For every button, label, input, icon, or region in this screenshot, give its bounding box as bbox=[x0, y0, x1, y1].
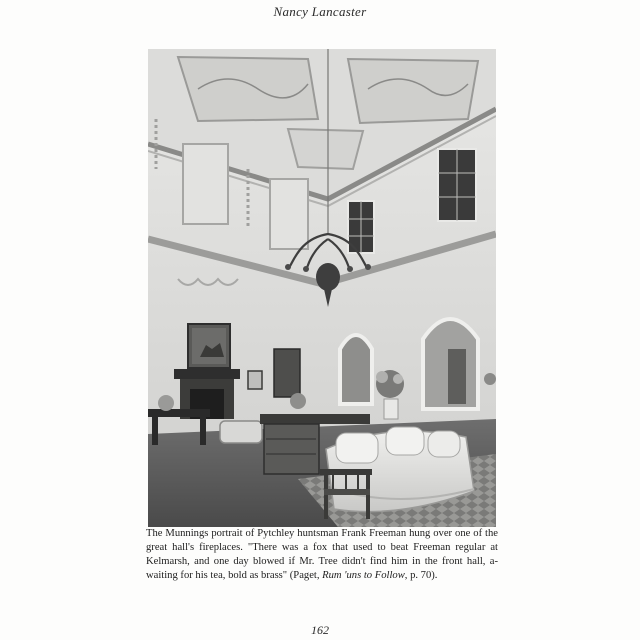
caption-citation-end: , p. 70). bbox=[404, 570, 438, 581]
caption-book-title: Rum 'uns to Follow bbox=[322, 570, 405, 581]
page-number: 162 bbox=[311, 623, 329, 637]
running-head: Nancy Lancaster bbox=[273, 4, 367, 19]
caption-text: The Munnings portrait of Pytchley huntsman Frank Freeman hung over one of the great hall's fireplaces. "There was a fox that used to beat Freeman regular at Kelmarsh, and one day blowed if Mr. Tree didn't find him in the front hall, a-waiting for his tea, bold as brass" (Paget, bbox=[146, 528, 498, 581]
great-hall-photograph bbox=[148, 49, 496, 527]
photo-caption bbox=[146, 527, 498, 583]
